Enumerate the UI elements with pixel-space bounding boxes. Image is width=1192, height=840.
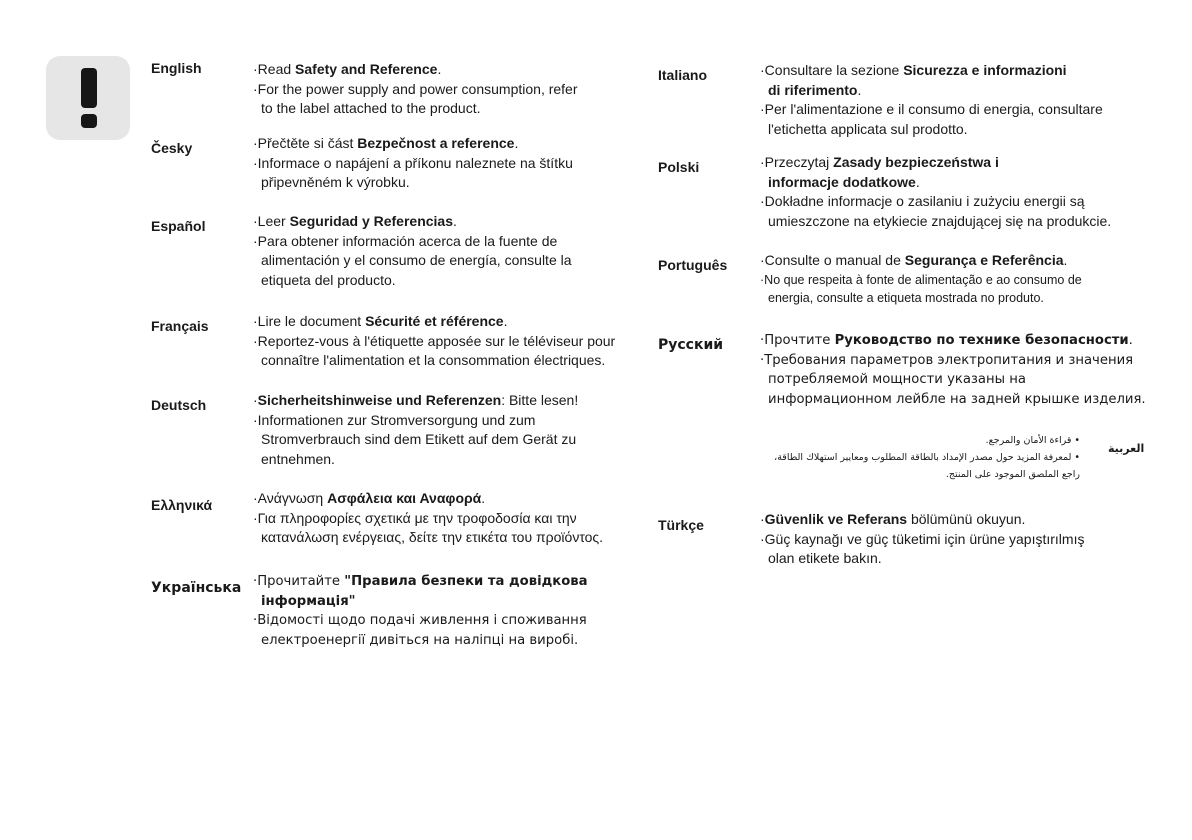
text-run: потребляемой мощности указаны на	[768, 372, 1026, 387]
bullet-mark: ·	[253, 313, 258, 329]
text-line	[253, 60, 578, 80]
text-run: Требования параметров электропитания и значения	[764, 352, 1134, 368]
lang-text-block	[253, 134, 573, 193]
text-run: информационном лейбле на задней крышке изделия.	[768, 391, 1146, 407]
text-line	[760, 251, 1082, 271]
text-line	[760, 120, 1103, 140]
text-run: κατανάλωση ενέργειας, δείτε την ετικέτα του προϊόντος.	[261, 529, 604, 545]
warning-badge	[46, 56, 130, 140]
text-run: bölümünü okuyun.	[907, 511, 1026, 527]
lang-heading: Русский	[658, 337, 724, 353]
lang-heading: Türkçe	[658, 517, 704, 533]
text-line	[760, 153, 1111, 173]
text-run: : Bitte lesen!	[501, 392, 579, 408]
bullet-mark: ·	[760, 252, 765, 268]
bullet-mark: ·	[253, 154, 258, 171]
text-run: Lire le document	[257, 313, 366, 329]
bold-reference: Ασφάλεια και Αναφορά	[327, 490, 482, 506]
bullet-mark: ·	[760, 272, 765, 287]
text-line	[253, 312, 615, 332]
lang-text-block	[253, 60, 578, 119]
text-line	[760, 61, 1103, 81]
bullet-mark: ·	[253, 392, 258, 408]
text-run: Para obtener información acerca de la fuente de	[257, 232, 558, 249]
text-line	[253, 351, 615, 371]
lang-text-block	[253, 572, 588, 650]
text-run: Informationen zur Stromversorgung und zum	[257, 411, 536, 428]
bold-reference: Sicurezza e informazioni	[903, 62, 1067, 78]
text-run: .	[857, 81, 862, 98]
text-line	[760, 549, 1084, 569]
bullet-mark: ·	[253, 61, 258, 77]
text-run: entnehmen.	[261, 450, 335, 467]
text-line	[253, 80, 578, 100]
text-line	[760, 271, 1082, 289]
text-run: .	[1063, 252, 1068, 268]
text-line	[760, 351, 1146, 371]
lang-text-block	[760, 153, 1111, 231]
bold-reference: Bezpečnost a reference	[357, 135, 515, 151]
text-line	[760, 212, 1111, 232]
text-line	[253, 154, 573, 174]
text-run: Reportez-vous à l'étiquette apposée sur le téléviseur pour	[257, 332, 616, 349]
text-run: Güç kaynağı ve güç tüketimi için ürüne yapıştırılmış	[764, 530, 1085, 547]
text-run: Informace o napájení a příkonu naleznete na štítku	[257, 154, 573, 171]
text-run: to the label attached to the product.	[261, 100, 481, 116]
bullet-mark: ·	[760, 511, 765, 527]
lang-heading: Deutsch	[151, 397, 207, 413]
text-run: .	[481, 490, 486, 506]
text-run: .	[453, 213, 457, 229]
bold-reference: informacje dodatkowe	[768, 173, 916, 190]
text-line	[760, 81, 1103, 101]
bullet-mark: ·	[253, 213, 258, 229]
text-run: Consulte o manual de	[764, 252, 905, 268]
lang-heading: Українська	[151, 580, 242, 596]
lang-heading: Česky	[151, 140, 193, 156]
text-run: Read	[257, 61, 296, 77]
bullet-mark: ·	[253, 574, 258, 589]
bullet-mark: ·	[760, 530, 765, 547]
bullet-mark: ·	[253, 613, 258, 628]
text-run: .	[915, 173, 920, 190]
bold-reference: Seguridad y Referencias	[289, 213, 453, 229]
bullet-mark: ·	[253, 509, 258, 526]
text-line	[253, 528, 603, 548]
bold-reference: інформація"	[261, 593, 356, 609]
text-line	[253, 391, 578, 411]
bullet-mark: ·	[253, 135, 258, 151]
bullet-mark: ·	[253, 332, 258, 349]
text-line	[760, 331, 1146, 351]
text-line	[253, 332, 615, 352]
bold-reference: Sécurité et référence	[365, 313, 504, 329]
text-line	[760, 390, 1146, 410]
bold-reference: Руководство по технике безопасности	[834, 333, 1129, 348]
text-run: .	[503, 313, 508, 329]
text-run: For the power supply and power consumption, refer	[257, 80, 578, 97]
lang-text-block	[760, 331, 1146, 409]
text-line	[253, 430, 578, 450]
lang-heading: Ελληνικά	[151, 497, 213, 513]
lang-text-block	[760, 61, 1103, 139]
text-line	[253, 212, 572, 232]
arabic-line: • قراءة الأمان والمرجع.	[985, 435, 1080, 446]
arabic-line: راجع الملصق الموجود على المنتج.	[945, 469, 1080, 480]
text-run: energia, consulte a etiqueta mostrada no produto.	[768, 290, 1044, 305]
lang-heading: English	[151, 60, 202, 76]
text-line	[253, 572, 588, 592]
text-run: .	[437, 61, 442, 77]
lang-text-arabic	[620, 432, 1080, 483]
text-line	[760, 370, 1146, 390]
text-run: Přečtěte si část	[257, 135, 358, 151]
bold-reference: Zasady bezpieczeństwa i	[833, 154, 999, 170]
bullet-mark: ·	[760, 333, 765, 348]
text-line	[760, 510, 1084, 530]
text-line	[253, 592, 588, 612]
lang-heading: Italiano	[658, 67, 708, 83]
text-line	[253, 631, 588, 651]
text-run: Stromverbrauch sind dem Etikett auf dem Gerät zu	[261, 431, 577, 447]
bullet-mark: ·	[253, 232, 258, 249]
text-run: připevněném k výrobku.	[261, 174, 410, 190]
bold-reference: Sicherheitshinweise und Referenzen	[257, 392, 502, 408]
text-run: l'etichetta applicata sul prodotto.	[768, 120, 968, 137]
text-line	[253, 450, 578, 470]
lang-heading-arabic: العربية	[1108, 442, 1145, 455]
text-run: Dokładne informacje o zasilaniu i zużyciu energii są	[764, 193, 1085, 209]
bold-reference: Güvenlik ve Referans	[764, 511, 908, 527]
text-run: Per l'alimentazione e il consumo di energia, consultare	[764, 101, 1103, 117]
lang-heading: Español	[151, 218, 206, 234]
text-line	[253, 99, 578, 119]
text-line	[253, 489, 603, 509]
lang-heading: Português	[658, 257, 728, 273]
text-line	[253, 411, 578, 431]
text-run: alimentación y el consumo de energía, consulte la	[261, 252, 572, 268]
arabic-line: • لمعرفة المزيد حول مصدر الإمداد بالطاقة المطلوب ومعايير استهلاك الطاقة،	[774, 452, 1080, 463]
text-line	[760, 192, 1111, 212]
bullet-mark: ·	[760, 193, 765, 209]
lang-text-block	[253, 212, 572, 290]
bold-reference: di riferimento	[768, 81, 858, 98]
text-run: Consultare la sezione	[764, 62, 904, 78]
bullet-mark: ·	[253, 490, 258, 506]
text-run: Прочтите	[764, 333, 835, 348]
text-line	[253, 251, 572, 271]
text-line	[253, 134, 573, 154]
text-line	[760, 530, 1084, 550]
text-line	[760, 289, 1082, 307]
bold-reference: Segurança e Referência	[904, 252, 1064, 268]
text-run: .	[1128, 333, 1133, 348]
bold-reference: Safety and Reference	[295, 61, 438, 77]
bullet-mark: ·	[253, 411, 258, 428]
text-run: електроенергії дивіться на наліпці на виробі.	[261, 632, 579, 648]
lang-text-block	[760, 510, 1084, 569]
bullet-mark: ·	[760, 154, 765, 170]
lang-heading: Polski	[658, 159, 700, 175]
text-run: etiqueta del producto.	[261, 271, 396, 288]
text-line	[253, 611, 588, 631]
lang-text-block	[253, 391, 578, 469]
bullet-mark: ·	[253, 80, 258, 97]
text-run: Για πληροφορίες σχετικά με την τροφοδοσία και την	[257, 509, 577, 526]
bullet-mark: ·	[760, 352, 765, 368]
text-run: Leer	[257, 213, 290, 229]
text-run: connaître l'alimentation et la consommation électriques.	[261, 352, 606, 368]
text-run: umieszczone na etykiecie znajdującej się na produkcie.	[768, 212, 1112, 229]
bold-reference: "Правила безпеки та довідкова	[344, 574, 588, 589]
text-line	[253, 232, 572, 252]
text-run: .	[514, 135, 519, 151]
bullet-mark: ·	[760, 62, 765, 78]
text-run: Ανάγνωση	[257, 490, 328, 506]
text-line	[760, 173, 1111, 193]
text-run: Прочитайте	[257, 574, 345, 589]
text-line	[253, 509, 603, 529]
text-run: Відомості щодо подачі живлення і споживання	[257, 613, 587, 628]
text-run: Przeczytaj	[764, 154, 834, 170]
text-line	[253, 271, 572, 291]
text-run: No que respeita à fonte de alimentação e ao consumo de	[764, 272, 1082, 287]
lang-text-block	[253, 489, 603, 548]
bullet-mark: ·	[760, 101, 765, 117]
lang-text-block	[253, 312, 615, 371]
lang-heading: Français	[151, 318, 209, 334]
text-line	[253, 173, 573, 193]
lang-text-block	[760, 251, 1082, 307]
text-run: olan etikete bakın.	[768, 550, 882, 566]
text-line	[760, 100, 1103, 120]
